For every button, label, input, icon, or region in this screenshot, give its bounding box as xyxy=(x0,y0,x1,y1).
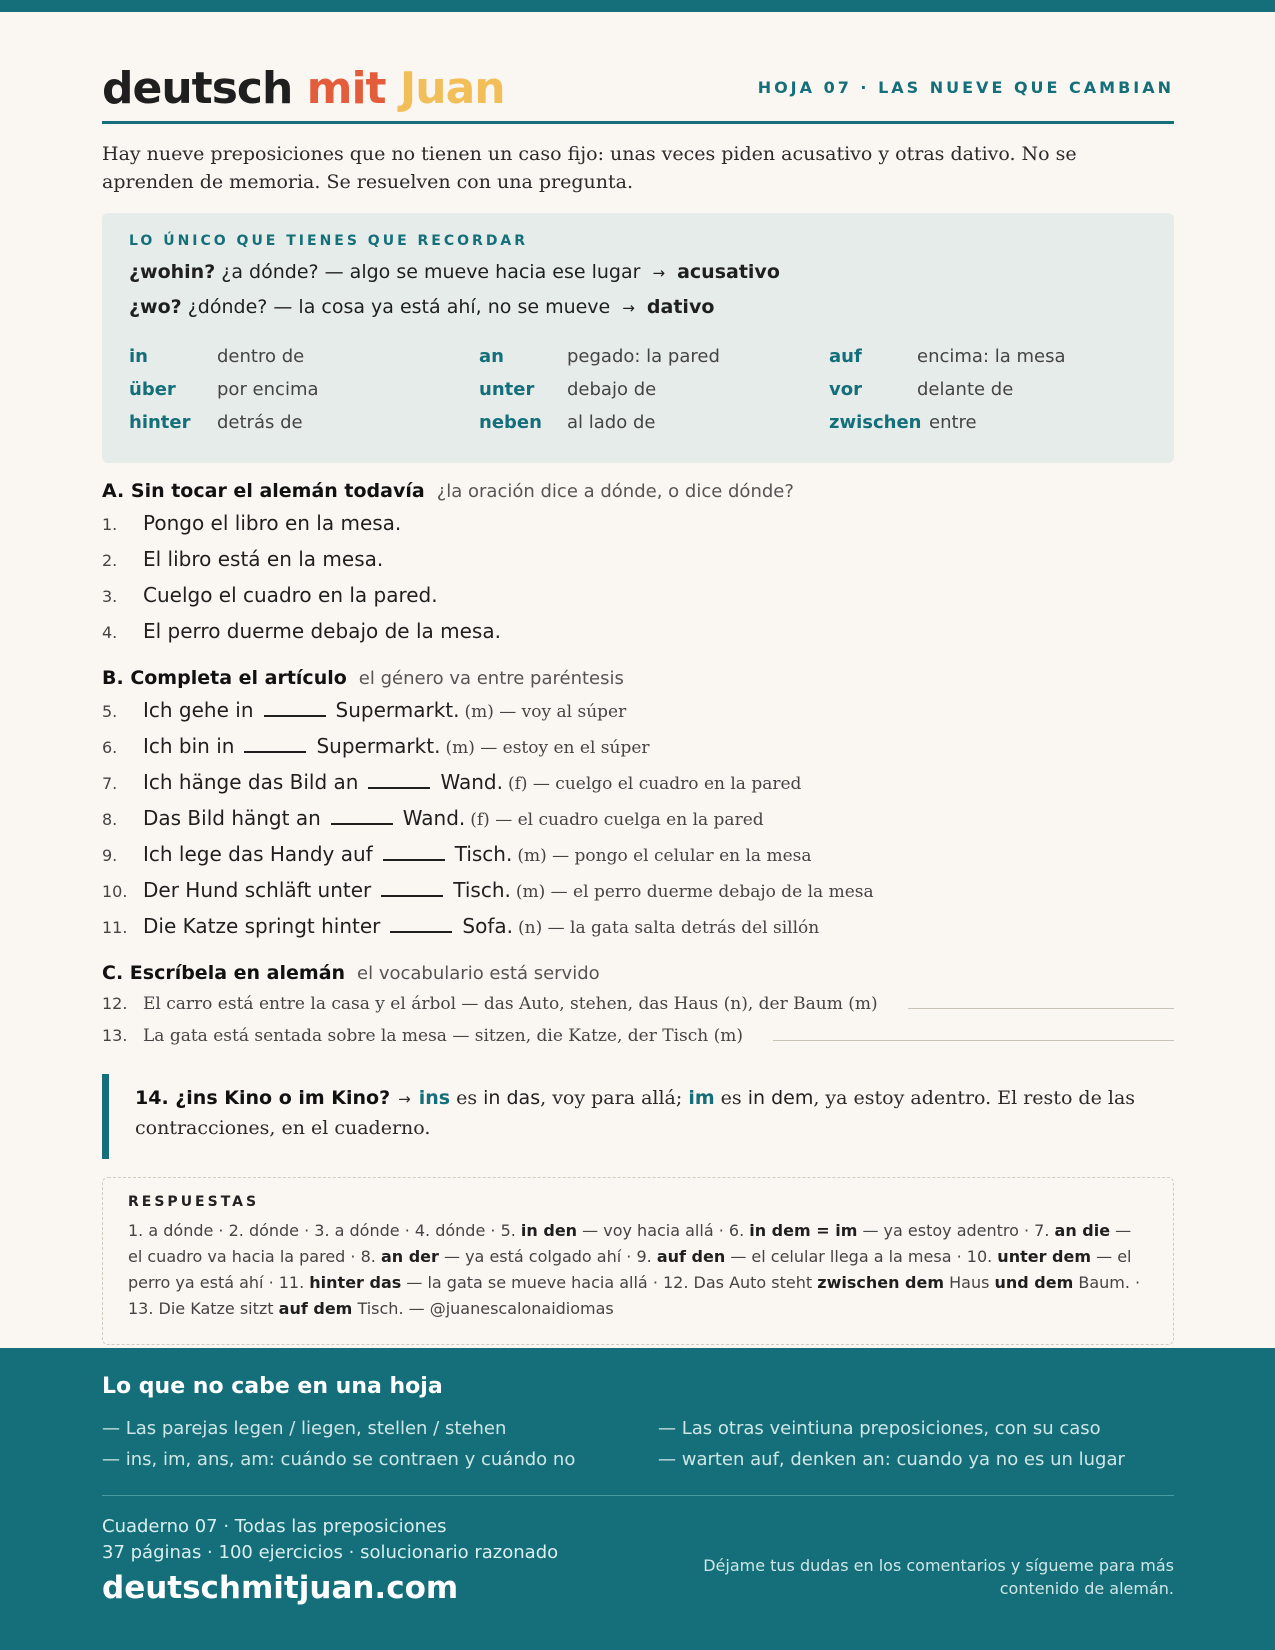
item-text: Cuelgo el cuadro en la pared. xyxy=(143,583,438,607)
sheet-label: HOJA 07 · LAS NUEVE QUE CAMBIAN xyxy=(757,78,1174,97)
header xyxy=(102,60,1174,124)
item-gloss: (f) — el cuadro cuelga en la pared xyxy=(470,810,764,830)
prep-de: unter xyxy=(479,379,535,400)
book-line: Cuaderno 07 · Todas las preposiciones xyxy=(102,1516,447,1537)
footer-topic: — warten auf, denken an: cuando ya no es un lugar xyxy=(658,1449,1125,1470)
rule-case: acusativo xyxy=(677,261,780,283)
answer-text: Tisch. — @juanescalonaidiomas xyxy=(352,1299,614,1318)
tip-fragment: in das xyxy=(483,1087,541,1109)
item-gloss: (m) — el perro duerme debajo de la mesa xyxy=(515,882,874,902)
item-after: Supermarkt. xyxy=(316,734,441,758)
section-subtitle: el género va entre paréntesis xyxy=(358,668,624,689)
tip-keyword-im: im xyxy=(688,1087,715,1109)
section-heading xyxy=(102,477,1174,506)
footer xyxy=(0,1348,1275,1650)
answers-title: RESPUESTAS xyxy=(128,1194,260,1210)
rule-case: dativo xyxy=(646,296,715,318)
memo-box xyxy=(102,213,1174,463)
answer-line[interactable] xyxy=(908,989,1174,1009)
item-gloss: (m) — estoy en el súper xyxy=(445,738,650,758)
prep-zwischen xyxy=(829,406,1159,439)
prep-neben xyxy=(479,406,829,439)
answer-key: an der xyxy=(380,1247,439,1266)
prep-es: detrás de xyxy=(217,412,303,433)
item-text: Pongo el libro en la mesa. xyxy=(143,511,402,535)
footer-topic: — ins, im, ans, am: cuándo se contraen y cuándo no xyxy=(102,1449,576,1470)
footer-divider xyxy=(102,1495,1174,1496)
answer-key: und dem xyxy=(994,1273,1074,1292)
section-title: B. Completa el artículo xyxy=(102,667,347,689)
answer-blank[interactable] xyxy=(381,879,443,897)
tip-callout xyxy=(102,1074,1174,1159)
item-gloss: (f) — cuelgo el cuadro en la pared xyxy=(507,774,802,794)
prep-es: entre xyxy=(929,412,977,433)
item-number: 5. xyxy=(102,702,118,721)
answer-blank[interactable] xyxy=(368,771,430,789)
fill-item xyxy=(102,693,1174,729)
tip-lead: 14. ¿ins Kino o im Kino? xyxy=(135,1087,391,1109)
item-text: El libro está en la mesa. xyxy=(143,547,384,571)
item-number: 7. xyxy=(102,774,118,793)
prep-es: pegado: la pared xyxy=(567,346,720,367)
logo-juan: Juan xyxy=(399,63,505,114)
answer-line[interactable] xyxy=(773,1021,1174,1041)
fill-item xyxy=(102,909,1174,945)
prep-es: delante de xyxy=(917,379,1014,400)
item-after: Sofa. xyxy=(462,914,513,938)
translate-item xyxy=(102,1020,1174,1052)
prep-es: dentro de xyxy=(217,346,305,367)
arrow-icon: → xyxy=(622,299,635,317)
item-gloss: (m) — voy al súper xyxy=(464,702,627,722)
fill-item xyxy=(102,729,1174,765)
answer-text: — voy hacia allá · 6. xyxy=(577,1221,750,1240)
answer-text: Baum. · 13. Die Katze sitzt xyxy=(128,1273,1141,1318)
translate-item xyxy=(102,988,1174,1020)
answer-key: zwischen dem xyxy=(817,1273,945,1292)
item-before: Ich bin in xyxy=(143,734,235,758)
exercise-item xyxy=(102,542,1174,578)
prep-an xyxy=(479,340,829,373)
item-number: 6. xyxy=(102,738,118,757)
prep-in xyxy=(129,340,479,373)
item-after: Wand. xyxy=(440,770,503,794)
section-title: C. Escríbela en alemán xyxy=(102,962,346,984)
site-link[interactable]: deutschmitjuan.com xyxy=(102,1570,459,1606)
prep-de: an xyxy=(479,346,504,367)
item-number: 9. xyxy=(102,846,118,865)
prep-es: al lado de xyxy=(567,412,656,433)
answer-key: hinter das xyxy=(309,1273,402,1292)
footer-topics xyxy=(102,1413,1174,1475)
answer-key: in dem = im xyxy=(749,1221,858,1240)
item-gloss: (m) — pongo el celular en la mesa xyxy=(517,846,812,866)
footer-book xyxy=(102,1514,558,1606)
answer-blank[interactable] xyxy=(244,735,306,753)
rule-wo xyxy=(129,290,1147,325)
prep-de: in xyxy=(129,346,148,367)
section-title: A. Sin tocar el alemán todavía xyxy=(102,480,425,502)
tip-fragment: es xyxy=(450,1087,484,1109)
answer-text: — el celular llega a la mesa · 10. xyxy=(725,1247,998,1266)
prep-vor xyxy=(829,373,1159,406)
answers-box xyxy=(102,1177,1174,1345)
brand-logo xyxy=(102,63,505,114)
rules xyxy=(129,255,1147,325)
footer-topic: — Las otras veintiuna preposiciones, con su caso xyxy=(658,1418,1101,1439)
exercise-item xyxy=(102,506,1174,542)
section-heading xyxy=(102,959,1174,988)
item-text: El carro está entre la casa y el árbol — das Auto, stehen, das Haus (n), der Baum (m) xyxy=(143,994,878,1014)
item-before: Das Bild hängt an xyxy=(143,806,321,830)
answer-blank[interactable] xyxy=(390,915,452,933)
tip-fragment: in dem xyxy=(747,1087,814,1109)
section-heading xyxy=(102,664,1174,693)
prep-unter xyxy=(479,373,829,406)
book-line: 37 páginas · 100 ejercicios · solucionario razonado xyxy=(102,1542,559,1563)
tip-text xyxy=(135,1084,1150,1143)
item-gloss: (n) — la gata salta detrás del sillón xyxy=(517,918,820,938)
answer-blank[interactable] xyxy=(331,807,393,825)
section-subtitle: el vocabulario está servido xyxy=(357,963,600,984)
prep-de: über xyxy=(129,379,176,400)
prep-es: encima: la mesa xyxy=(917,346,1066,367)
tip-fragment: , ya estoy adentro. El resto de las contracciones, en el cuaderno. xyxy=(135,1087,1136,1139)
answer-blank[interactable] xyxy=(383,843,445,861)
rule-question: ¿wohin? xyxy=(129,261,216,283)
prep-hinter xyxy=(129,406,479,439)
item-number: 3. xyxy=(102,587,118,606)
answer-blank[interactable] xyxy=(264,699,326,717)
footer-cta: Déjame tus dudas en los comentarios y sígueme para más contenido de alemán. xyxy=(703,1556,1174,1598)
prep-de: vor xyxy=(829,379,862,400)
footer-inner xyxy=(102,1374,1174,1606)
memo-title: LO ÚNICO QUE TIENES QUE RECORDAR xyxy=(129,233,529,249)
preposition-grid xyxy=(129,340,1147,439)
item-number: 10. xyxy=(102,882,128,901)
prep-de: hinter xyxy=(129,412,191,433)
prep-de: neben xyxy=(479,412,542,433)
rule-wohin xyxy=(129,255,1147,290)
answer-text: — el cuadro va hacia la pared · 8. xyxy=(128,1221,1132,1266)
item-after: Wand. xyxy=(402,806,466,830)
item-before: Ich hänge das Bild an xyxy=(143,770,359,794)
arrow-icon: → xyxy=(398,1090,411,1108)
answer-key: unter dem xyxy=(997,1247,1092,1266)
answer-key: in den xyxy=(520,1221,578,1240)
prep-de: zwischen xyxy=(829,412,922,433)
section-b xyxy=(102,664,1174,945)
item-number: 8. xyxy=(102,810,118,829)
footer-title: Lo que no cabe en una hoja xyxy=(102,1374,443,1399)
item-before: Der Hund schläft unter xyxy=(143,878,372,902)
answer-key: auf dem xyxy=(278,1299,353,1318)
item-number: 11. xyxy=(102,918,128,937)
item-number: 13. xyxy=(102,1026,128,1045)
footer-bottom xyxy=(102,1514,1174,1606)
tip-fragment: , voy para allá; xyxy=(540,1087,689,1109)
section-c xyxy=(102,959,1174,1052)
item-text: La gata está sentada sobre la mesa — sitzen, die Katze, der Tisch (m) xyxy=(143,1026,744,1046)
exercise-item xyxy=(102,614,1174,650)
prep-es: debajo de xyxy=(567,379,657,400)
item-number: 12. xyxy=(102,994,128,1013)
prep-de: auf xyxy=(829,346,862,367)
tip-fragment: es xyxy=(714,1087,748,1109)
answer-text: — el perro ya está ahí · 11. xyxy=(128,1247,1132,1292)
fill-item xyxy=(102,837,1174,873)
rule-text: ¿a dónde? — algo se mueve hacia ese lugar xyxy=(221,261,641,283)
intro-paragraph: Hay nueve preposiciones que no tienen un caso fijo: unas veces piden acusativo y otras dativo. No se aprenden de memoria. Se resuelven con una pregunta. xyxy=(102,143,1077,193)
fill-item xyxy=(102,765,1174,801)
rule-question: ¿wo? xyxy=(129,296,182,318)
prep-es: por encima xyxy=(217,379,319,400)
item-number: 1. xyxy=(102,515,118,534)
worksheet xyxy=(102,60,1174,1345)
logo-deutsch: deutsch xyxy=(102,63,293,114)
footer-topic: — Las parejas legen / liegen, stellen / stehen xyxy=(102,1418,507,1439)
logo-mit: mit xyxy=(306,63,386,114)
answer-text: 1. a dónde · 2. dónde · 3. a dónde · 4. dónde · 5. xyxy=(128,1221,521,1240)
answer-key: auf den xyxy=(656,1247,726,1266)
answer-text: — la gata se mueve hacia allá · 12. Das Auto steht xyxy=(401,1273,818,1292)
exercise-item xyxy=(102,578,1174,614)
prep-ueber xyxy=(129,373,479,406)
answer-text: — ya estoy adentro · 7. xyxy=(857,1221,1055,1240)
item-before: Ich gehe in xyxy=(143,698,254,722)
rule-text: ¿dónde? — la cosa ya está ahí, no se mueve xyxy=(187,296,611,318)
section-a xyxy=(102,477,1174,650)
item-number: 4. xyxy=(102,623,118,642)
answers-body xyxy=(128,1218,1148,1322)
section-subtitle: ¿la oración dice a dónde, o dice dónde? xyxy=(436,481,794,502)
item-after: Tisch. xyxy=(454,842,513,866)
prep-auf xyxy=(829,340,1159,373)
fill-item xyxy=(102,873,1174,909)
top-accent-bar xyxy=(0,0,1275,12)
answer-key: an die xyxy=(1054,1221,1111,1240)
fill-item xyxy=(102,801,1174,837)
item-number: 2. xyxy=(102,551,118,570)
item-text: El perro duerme debajo de la mesa. xyxy=(143,619,501,643)
tip-keyword-ins: ins xyxy=(418,1087,451,1109)
item-after: Tisch. xyxy=(453,878,511,902)
answer-text: — ya está colgado ahí · 9. xyxy=(438,1247,657,1266)
item-after: Supermarkt. xyxy=(335,698,460,722)
arrow-icon: → xyxy=(652,264,666,282)
item-before: Ich lege das Handy auf xyxy=(143,842,373,866)
item-before: Die Katze springt hinter xyxy=(143,914,381,938)
answer-text: Haus xyxy=(944,1273,995,1292)
